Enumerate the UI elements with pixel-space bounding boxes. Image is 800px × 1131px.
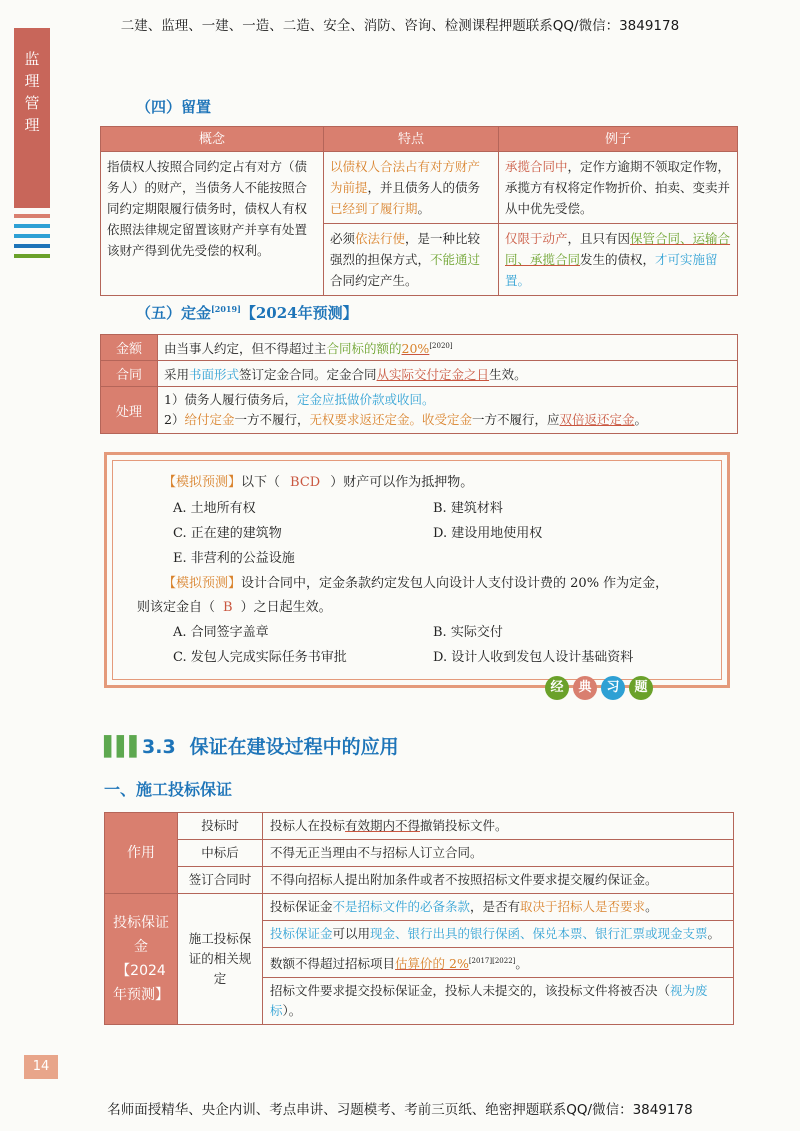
lien-concept: 指债权人按照合同约定占有对方（债务人）的财产，当债务人不能按照合同约定期限履行债务时，债权人有权依照法律规定留置该财产并享有处置该财产得到优先受偿的权利。 (101, 152, 324, 296)
deposit-label: 处理 (101, 387, 158, 434)
bid-table (104, 812, 734, 1025)
side-tab-char: 理 (24, 72, 40, 90)
bid-row: 不得无正当理由不与招标人订立合同。 (263, 840, 734, 867)
lien-example-2: 仅限于动产，且只有因保管合同、运输合同、承揽合同发生的债权，才可实施留置。 (499, 224, 738, 296)
badge-char: 题 (629, 676, 653, 700)
col-header: 概念 (101, 127, 324, 152)
deposit-handling: 1）债务人履行债务后，定金应抵做价款或收回。 2）给付定金一方不履行，无权要求返还定金。收受定金一方不履行，应双倍返还定金。 (158, 387, 738, 434)
side-bar (14, 214, 50, 218)
side-tab-char: 管 (24, 94, 40, 112)
bid-row: 数额不得超过招标项目估算价的 2%[2017][2022]。 (263, 948, 734, 978)
option: B. 建筑材料 (433, 501, 503, 516)
group-label: 投标保证金【2024年预测】 (105, 894, 178, 1025)
deposit-label: 合同 (101, 361, 158, 387)
lien-feature-2: 必须依法行使，是一种比较强烈的担保方式，不能通过合同约定产生。 (324, 224, 499, 296)
option: D. 建设用地使用权 (433, 526, 543, 541)
col-header: 例子 (499, 127, 738, 152)
bid-heading: 一、施工投标保证 (104, 780, 233, 799)
option: A. 土地所有权 (173, 501, 256, 516)
option: E. 非营利的公益设施 (173, 551, 295, 566)
question-1: 【模拟预测】以下（ BCD ）财产可以作为抵押物。 (163, 475, 474, 490)
deposit-contract: 采用书面形式签订定金合同。定金合同从实际交付定金之日生效。 (158, 361, 738, 387)
bid-row: 投标保证金不是招标文件的必备条款，是否有取决于招标人是否要求。 (263, 894, 734, 921)
option: C. 正在建的建筑物 (173, 526, 282, 541)
option: B. 实际交付 (433, 625, 503, 640)
bid-row: 招标文件要求提交投标保证金，投标人未提交的，该投标文件将被否决（视为废标）。 (263, 978, 734, 1025)
question-2: 【模拟预测】设计合同中，定金条款约定发包人向设计人支付设计费的 20% 作为定金， (163, 576, 669, 591)
sub-label: 施工投标保证的相关规定 (178, 894, 263, 1025)
chapter-side-tab (14, 28, 50, 208)
badge-char: 典 (573, 676, 597, 700)
page-number: 14 (24, 1055, 58, 1079)
deposit-heading: （五）定金[2019]【2024年预测】 (136, 304, 358, 322)
side-bar (14, 224, 50, 228)
lien-example-1: 承揽合同中，定作方逾期不领取定作物，承揽方有权将定作物折价、拍卖、变卖并从中优先受偿。 (499, 152, 738, 224)
lien-heading: （四）留置 (136, 98, 212, 116)
deposit-amount: 由当事人约定，但不得超过主合同标的额的20%[2020] (158, 335, 738, 361)
lien-feature-1: 以债权人合法占有对方财产为前提，并且债务人的债务已经到了履行期。 (324, 152, 499, 224)
chapter-bars-icon: ▌▌▌ (104, 736, 142, 758)
side-bar (14, 244, 50, 248)
deposit-label: 金额 (101, 335, 158, 361)
group-label: 作用 (105, 813, 178, 894)
col-header: 特点 (324, 127, 499, 152)
bid-row: 投标保证金可以用现金、银行出具的银行保函、保兑本票、银行汇票或现金支票。 (263, 921, 734, 948)
question-2-cont: 则该定金自（ B ）之日起生效。 (137, 600, 332, 615)
sub-label: 投标时 (178, 813, 263, 840)
sub-label: 中标后 (178, 840, 263, 867)
bid-row: 投标人在投标有效期内不得撤销投标文件。 (263, 813, 734, 840)
chapter-heading: ▌▌▌3.3 保证在建设过程中的应用 (104, 736, 399, 758)
sub-label: 签订合同时 (178, 867, 263, 894)
option: C. 发包人完成实际任务书审批 (173, 650, 347, 665)
header-ad: 二建、监理、一建、一造、二造、安全、消防、咨询、检测课程押题联系QQ/微信：3849178 (120, 18, 680, 34)
badge-char: 经 (545, 676, 569, 700)
side-bar (14, 234, 50, 238)
badge-char: 习 (601, 676, 625, 700)
lien-table (100, 126, 738, 296)
footer-ad: 名师面授精华、央企内训、考点串讲、习题模考、考前三页纸、绝密押题联系QQ/微信：3849178 (107, 1102, 693, 1118)
side-tab-char: 理 (24, 116, 40, 134)
side-bar (14, 254, 50, 258)
deposit-table (100, 334, 738, 434)
exercise-box (104, 452, 730, 688)
option: D. 设计人收到发包人设计基础资料 (433, 650, 634, 665)
bid-row: 不得向招标人提出附加条件或者不按照招标文件要求提交履约保证金。 (263, 867, 734, 894)
side-tab-char: 监 (24, 50, 40, 68)
option: A. 合同签字盖章 (173, 625, 269, 640)
